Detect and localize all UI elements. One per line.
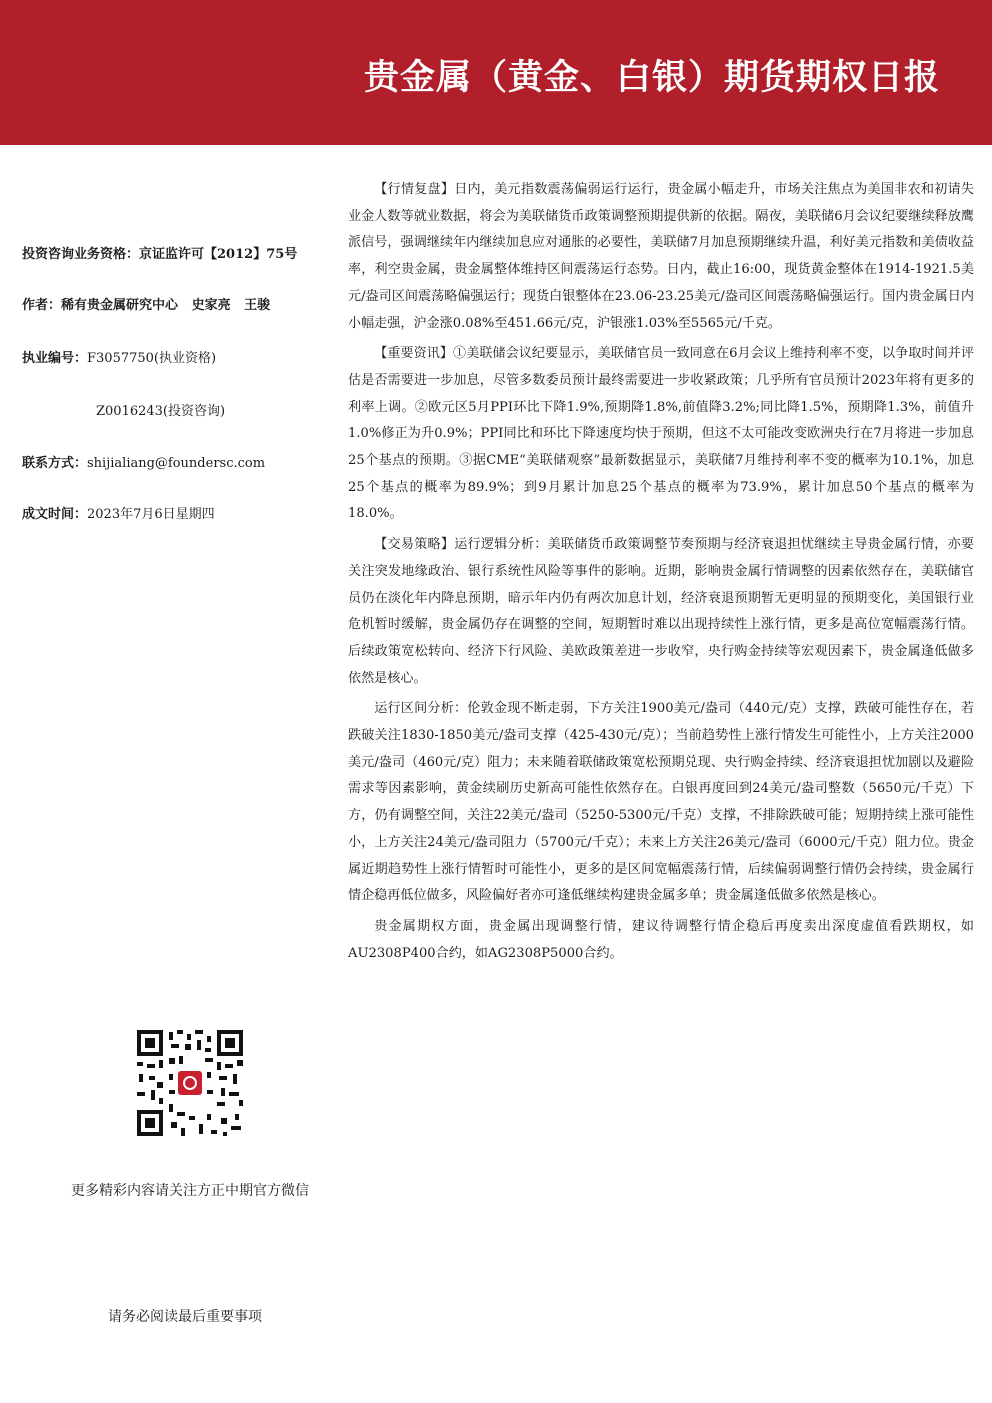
author-value: 稀有贵金属研究中心 史家亮 王骏 (61, 298, 271, 313)
contact-email[interactable]: shijialiang@foundersc.com (87, 456, 266, 471)
news-paragraph: 【重要资讯】①美联储会议纪要显示，美联储官员一致同意在6月会议上维持利率不变，以争取时间并评估是否需要进一步加息，尽管多数委员预计最终需要进一步收紧政策；几乎所有官员预计2023年将有更多的利率上调。②欧元区5月PPI环比下降1.9%,预期降1.8%,前值降3.2%;同比降1.5%，预期降1.3%，前值升1.0%修正为升0.9%；PPI同比和环比下降速度均快于预期，但这不太可能改变欧洲央行在7月将进一步加息25个基点的预期。③据CME“美联储观察”最新数据显示，美联储7月维持利率不变的概率为10.1%，加息25个基点的概率为89.9%；到9月累计加息25个基点的概率为73.9%，累计加息50个基点的概率为18.0%。 (348, 346, 974, 522)
cert-value-2: Z0016243(投资咨询) (96, 404, 226, 419)
date-label: 成文时间： (22, 507, 88, 522)
options-paragraph: 贵金属期权方面，贵金属出现调整行情，建议待调整行情企稳后再度卖出深度虚值看跌期权，如AU2308P400合约，如AG2308P5000合约。 (348, 918, 974, 961)
contact-row (22, 452, 265, 471)
qualification-value: 京证监许可【2012】75号 (139, 247, 298, 262)
cert-row-2 (96, 400, 225, 419)
cert-value-1: F3057750(执业资格) (87, 351, 217, 366)
range-analysis-paragraph: 运行区间分析：伦敦金现不断走弱，下方关注1900美元/盎司（440元/克）支撑，跌破可能性存在，若跌破关注1830-1850美元/盎司支撑（425-430元/克）；当前趋势性上涨行情发生可能性小，上方关注2000美元/盎司（460元/克）阻力；未来随着联储政策宽松预期兑现、央行购金持续、经济衰退担忧加剧以及避险需求等因素影响，黄金续刷历史新高可能性依然存在。白银再度回到24美元/盎司整数（5650元/千克）下方，仍有调整空间，关注22美元/盎司（5250-5300元/千克）支撑，不排除跌破可能；短期持续上涨可能性小，上方关注24美元/盎司阻力（5700元/千克）；未来上方关注26美元/盎司（6000元/千克）阻力位。贵金属近期趋势性上涨行情暂时可能性小，更多的是区间宽幅震荡行情，后续偏弱调整行情仍会持续，贵金属行情企稳再低位做多，风险偏好者亦可逢低继续构建贵金属多单；贵金属逢低做多依然是核心。 (348, 701, 974, 904)
date-value: 2023年7月6日星期四 (87, 507, 215, 522)
author-label: 作者： (22, 298, 62, 313)
date-row (22, 503, 215, 522)
page-title: 贵金属（黄金、白银）期货期权日报 (363, 58, 940, 98)
cert-label: 执业编号： (22, 351, 88, 366)
author-row (22, 294, 270, 313)
header-banner (0, 0, 992, 145)
qualification-row (22, 243, 297, 262)
market-review-paragraph: 【行情复盘】日内，美元指数震荡偏弱运行运行，贵金属小幅走升，市场关注焦点为美国非农和初请失业金人数等就业数据，将会为美联储货币政策调整预期提供新的依据。隔夜，美联储6月会议纪要继续释放鹰派信号，强调继续年内继续加息应对通胀的必要性，美联储7月加息预期继续升温，利好美元指数和美债收益率，利空贵金属，贵金属整体维持区间震荡运行态势。日内，截止16:00，现货黄金整体在1914-1921.5美元/盎司区间震荡略偏强运行；现货白银整体在23.06-23.25美元/盎司区间震荡略偏强运行。国内贵金属日内小幅走强，沪金涨0.08%至451.66元/克，沪银涨1.03%至5565元/千克。 (348, 182, 974, 331)
report-body (348, 177, 974, 971)
disclaimer-notice: 请务必阅读最后重要事项 (108, 1309, 262, 1325)
wechat-qr-code (135, 1028, 245, 1138)
qr-caption: 更多精彩内容请关注方正中期官方微信 (71, 1183, 309, 1199)
strategy-paragraph: 【交易策略】运行逻辑分析：美联储货币政策调整节奏预期与经济衰退担忧继续主导贵金属行情，亦要关注突发地缘政治、银行系统性风险等事件的影响。近期，影响贵金属行情调整的因素依然存在，美联储官员仍在淡化年内降息预期，暗示年内仍有两次加息计划，经济衰退预期暂无更明显的预期变化，美国银行业危机暂时缓解，贵金属仍存在调整的空间，短期暂时难以出现持续性上涨行情，更多是高位宽幅震荡行情。后续政策宽松转向、经济下行风险、美欧政策差进一步收窄，央行购金持续等宏观因素下，贵金属逢低做多依然是核心。 (348, 537, 974, 686)
qualification-label: 投资咨询业务资格： (22, 247, 140, 262)
sidebar (0, 145, 340, 1403)
cert-row (22, 347, 216, 366)
contact-label: 联系方式： (22, 456, 88, 471)
